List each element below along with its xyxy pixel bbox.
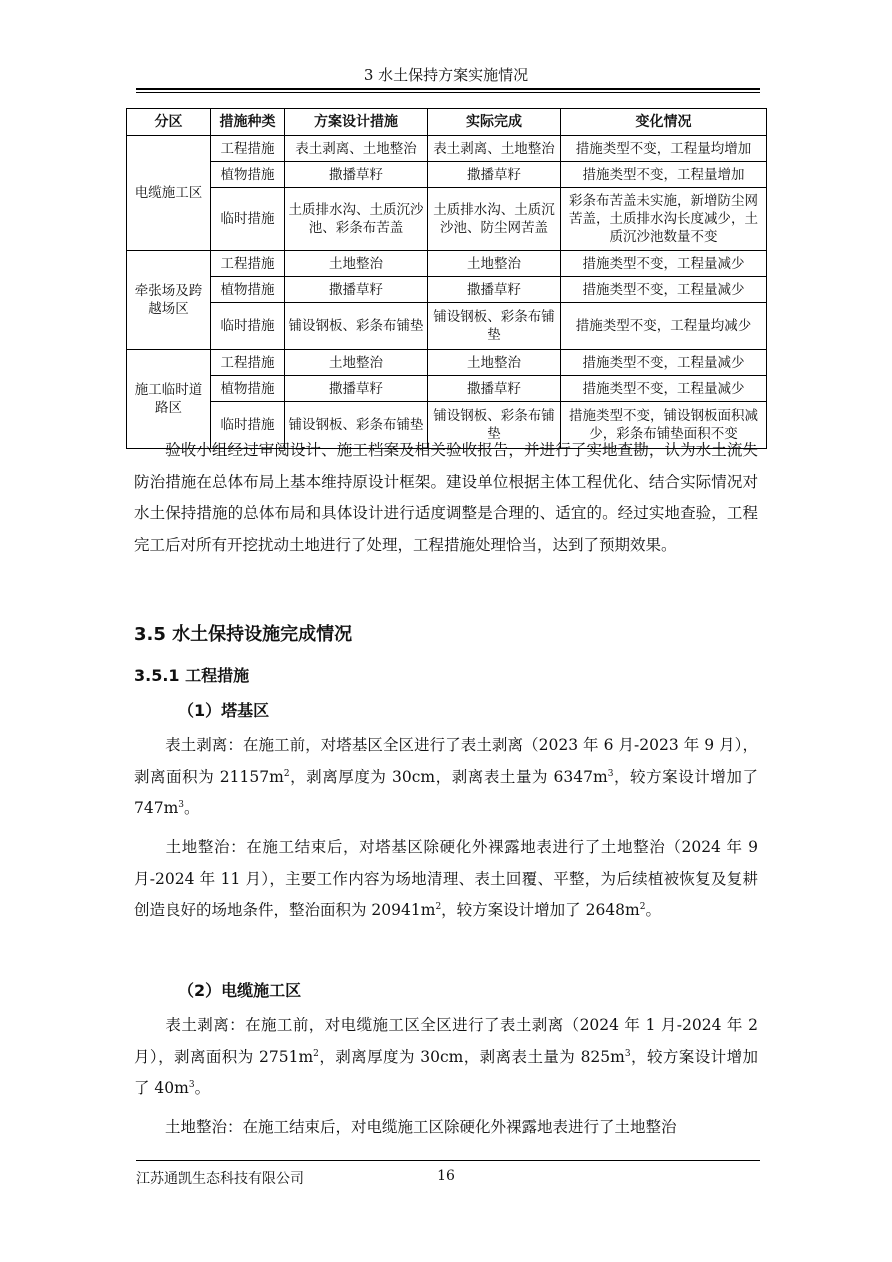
page-header-title: 3 水土保持方案实施情况 — [363, 66, 529, 84]
table-row — [127, 188, 767, 251]
table-row — [127, 162, 767, 188]
col-header: 措施种类 — [211, 109, 285, 136]
zone-cell: 牵张场及跨越场区 — [127, 251, 211, 350]
table-cell: 措施类型不变，铺设钢板面积减少，彩条布铺垫面积不变 — [561, 402, 767, 449]
table-row — [127, 350, 767, 376]
table-cell: 撒播草籽 — [285, 376, 428, 402]
table-row — [127, 251, 767, 277]
table-cell: 临时措施 — [211, 188, 285, 251]
table-cell: 铺设钢板、彩条布铺垫 — [428, 303, 561, 350]
table-cell: 措施类型不变，工程量均减少 — [561, 303, 767, 350]
table-cell: 临时措施 — [211, 303, 285, 350]
table-cell: 植物措施 — [211, 277, 285, 303]
table-cell: 措施类型不变，工程量增加 — [561, 162, 767, 188]
table-cell: 撒播草籽 — [428, 277, 561, 303]
table-cell: 撒播草籽 — [285, 277, 428, 303]
table-row — [127, 303, 767, 350]
table-row — [127, 376, 767, 402]
footer-rule — [136, 1160, 760, 1161]
page-number: 16 — [437, 1168, 455, 1184]
table-cell: 撒播草籽 — [428, 376, 561, 402]
paragraph-text: 验收小组经过审阅设计、施工档案及相关验收报告，并进行了实地查勘，认为水土流失防治措施在总体布局上基本维持原设计框架。建设单位根据主体工程优化、结合实际情况对水土保持措施的总体布局和具体设计进行适度调整是合理的、适宜的。经过实地查验，工程完工后对所有开挖扰动土地进行了处理，工程措施处理恰当，达到了预期效果。 — [134, 441, 758, 554]
table-cell: 临时措施 — [211, 402, 285, 449]
table-cell: 土地整治 — [428, 251, 561, 277]
table-cell: 植物措施 — [211, 376, 285, 402]
table-cell: 表土剥离、土地整治 — [428, 136, 561, 162]
item-heading-cable-area: （2）电缆施工区 — [178, 981, 302, 1000]
table-cell: 铺设钢板、彩条布铺垫 — [428, 402, 561, 449]
section-heading-3-5-1: 3.5.1 工程措施 — [134, 666, 250, 685]
paragraph-land-cable: 土地整治：在施工结束后，对电缆施工区除硬化外裸露地表进行了土地整治 — [165, 1118, 677, 1136]
table-cell: 工程措施 — [211, 251, 285, 277]
section-heading-3-5: 3.5 水土保持设施完成情况 — [134, 624, 353, 645]
col-header: 方案设计措施 — [285, 109, 428, 136]
table-cell: 土地整治 — [428, 350, 561, 376]
table-cell: 铺设钢板、彩条布铺垫 — [285, 303, 428, 350]
table-cell: 措施类型不变，工程量减少 — [561, 350, 767, 376]
table-cell: 工程措施 — [211, 136, 285, 162]
table-cell: 撒播草籽 — [428, 162, 561, 188]
table-cell: 工程措施 — [211, 350, 285, 376]
table-cell: 铺设钢板、彩条布铺垫 — [285, 402, 428, 449]
measures-comparison-table — [126, 108, 767, 449]
header-rule — [136, 88, 760, 90]
table-cell: 撒播草籽 — [285, 162, 428, 188]
table-row — [127, 277, 767, 303]
header-rule-thin — [136, 92, 760, 93]
paragraph-acceptance — [134, 435, 758, 561]
table-cell: 植物措施 — [211, 162, 285, 188]
table-cell: 土地整治 — [285, 350, 428, 376]
zone-cell: 施工临时道路区 — [127, 350, 211, 449]
table-cell: 土质排水沟、土质沉沙池、防尘网苦盖 — [428, 188, 561, 251]
table-cell: 措施类型不变，工程量减少 — [561, 376, 767, 402]
paragraph-topsoil-tower: 表土剥离：在施工前，对塔基区全区进行了表土剥离（2023 年 6 月-2023 年 9 月），剥离面积为 $21157m^2$，剥离厚度为 30cm，剥离表土量为 $6347m^3$，较方案设计增加了 $747m^3$。 — [134, 736, 758, 817]
col-header: 分区 — [127, 109, 211, 136]
item-heading-tower-base: （1）塔基区 — [178, 701, 270, 720]
table-cell: 措施类型不变，工程量减少 — [561, 251, 767, 277]
table-cell: 措施类型不变，工程量均增加 — [561, 136, 767, 162]
paragraph-topsoil-cable: 表土剥离：在施工前，对电缆施工区全区进行了表土剥离（2024 年 1 月-2024 年 2 月），剥离面积为 $2751m^2$，剥离厚度为 30cm，剥离表土量为 $825m^3$，较方案设计增加了 $40m^3$。 — [134, 1016, 758, 1097]
table-row — [127, 136, 767, 162]
col-header: 变化情况 — [561, 109, 767, 136]
table-cell: 土质排水沟、土质沉沙池、彩条布苦盖 — [285, 188, 428, 251]
col-header: 实际完成 — [428, 109, 561, 136]
paragraph-land-tower: 土地整治：在施工结束后，对塔基区除硬化外裸露地表进行了土地整治（2024 年 9 月-2024 年 11 月），主要工作内容为场地清理、表土回覆、平整，为后续植被恢复及复耕创造良好的场地条件，整治面积为 $20941m^2$，较方案设计增加了 $2648m^2$。 — [134, 838, 758, 919]
zone-cell: 电缆施工区 — [127, 136, 211, 251]
table-cell: 措施类型不变，工程量减少 — [561, 277, 767, 303]
table-header-row — [127, 109, 767, 136]
table-cell: 土地整治 — [285, 251, 428, 277]
table-cell: 彩条布苦盖未实施，新增防尘网苦盖，土质排水沟长度减少，土质沉沙池数量不变 — [561, 188, 767, 251]
table-cell: 表土剥离、土地整治 — [285, 136, 428, 162]
footer-company: 江苏通凯生态科技有限公司 — [136, 1171, 304, 1187]
